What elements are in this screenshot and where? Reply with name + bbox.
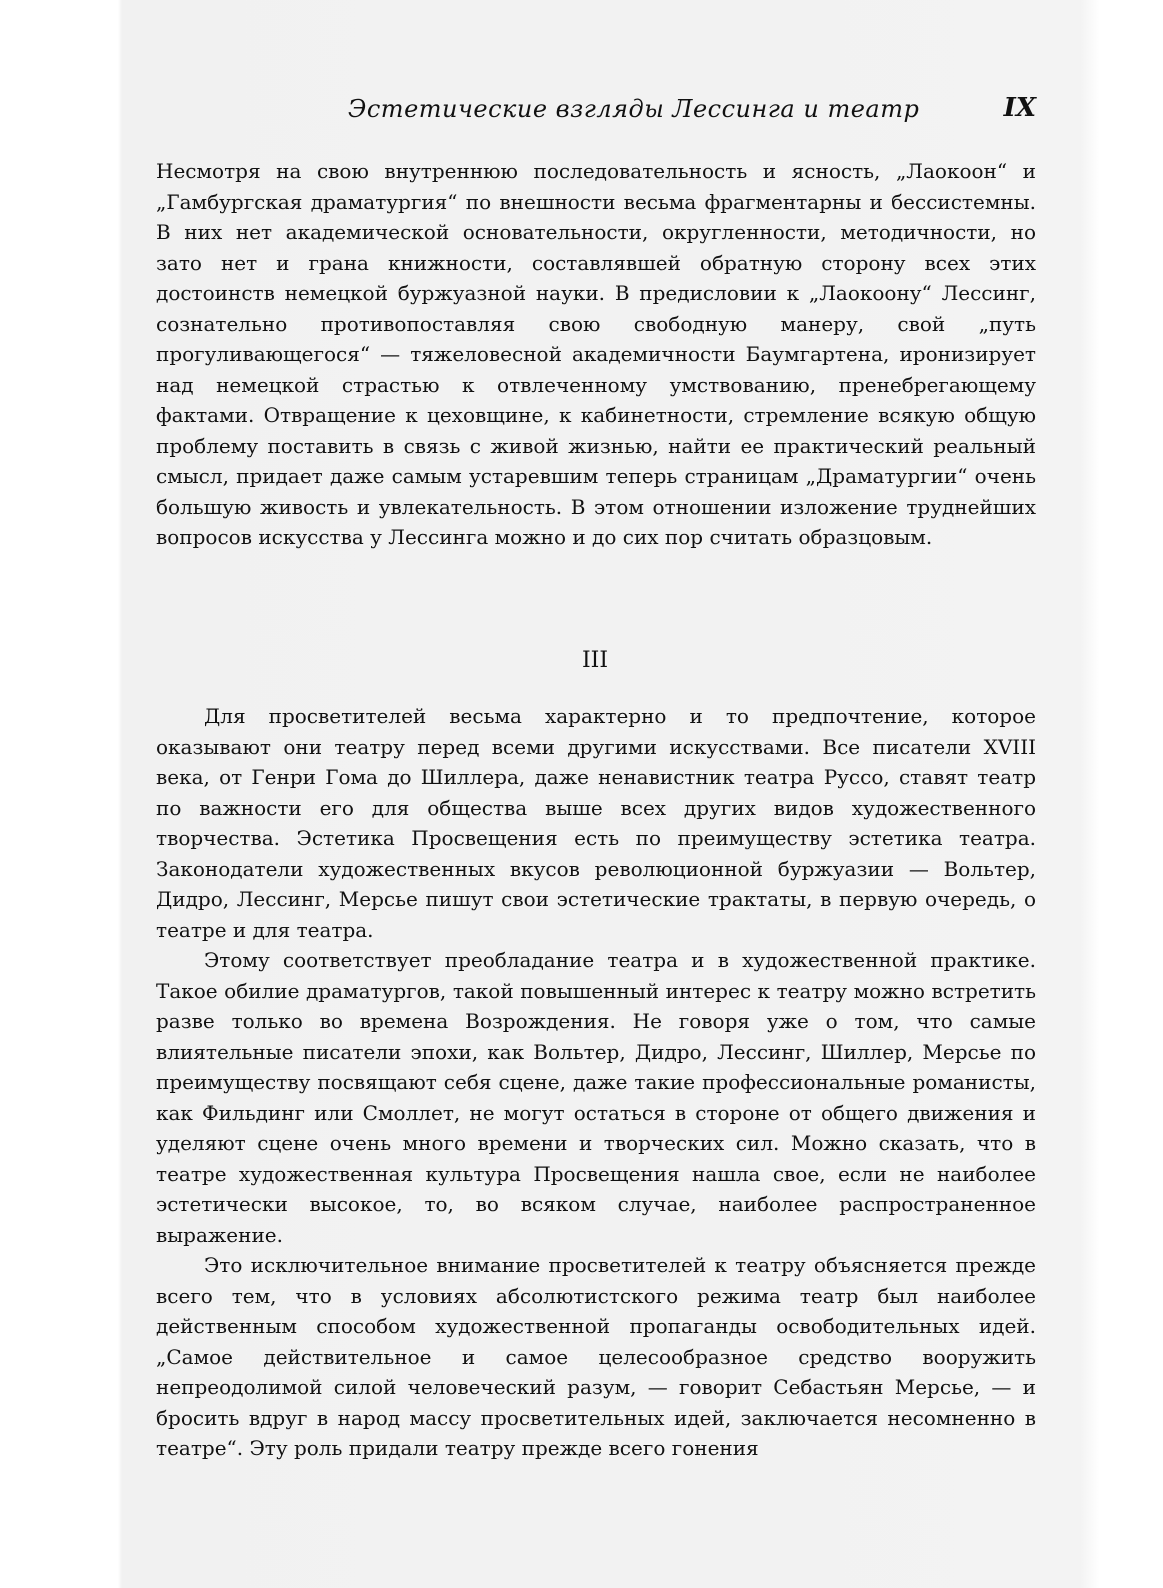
paragraph-enlightenment-theatre: Для просветителей весьма характерно и то предпочтение, которое оказывают они театру перед всеми другими искусствами. Все писатели XVIII века, от Генри Гома до Шиллера, даже ненавистник театра Руссо, ставят театр по важности его для общества выше всех других видов художественного творчества. Эстетика Просвещения есть по преимуществу эстетика театра. Законодатели художественных вкусов революционной буржуазии — Вольтер, Дидро, Лессинг, Мерсье пишут свои эстетические трактаты, в первую очередь, о театре и для театра. <box>156 704 1036 942</box>
paragraph-propaganda: Это исключительное внимание просветителей к театру объясняется прежде всего тем, что в условиях абсолютистского режима театр был наиболее действенным способом художественной пропаганды освободительных идей. „Самое действительное и самое целесообразное средство вооружить непреодолимой силой человеческий разум, — говорит Себастьян Мерсье, — и бросить вдруг в народ массу просветительных идей, заключается несомненно в театре“. Эту роль придали театру прежде всего гонения <box>156 1253 1036 1460</box>
text-block-2 <box>156 701 1036 1464</box>
paragraph-laocoon: Несмотря на свою внутреннюю последовательность и ясность, „Лаокоон“ и „Гамбургская драматургия“ по внешности весьма фрагментарны и бессистемны. В них нет академической основательности, округленности, методичности, но зато нет и грана книжности, составлявшей обратную сторону всех этих достоинств немецкой буржуазной науки. В предисловии к „Лаокоону“ Лессинг, сознательно противопоставляя свою свободную манеру, свой „путь прогуливающегося“ — тяжеловесной академичности Баумгартена, иронизирует над немецкой страстью к отвлеченному умствованию, пренебрегающему фактами. Отвращение к цеховщине, к кабинетности, стремление всякую общую проблему поставить в связь с живой жизнью, найти ее практический реальный смысл, придает даже самым устаревшим теперь страницам „Драматургии“ очень большую живость и увлекательность. В этом отношении изложение труднейших вопросов искусства у Лессинга можно и до сих пор считать образцовым. <box>156 159 1036 549</box>
text-block-1 <box>156 156 1036 553</box>
paragraph-dramatic-practice: Этому соответствует преобладание театра и в художественной практике. Такое обилие драматургов, такой повышенный интерес к театру можно встретить разве только во времена Возрождения. Не говоря уже о том, что самые влиятельные писатели эпохи, как Вольтер, Дидро, Лессинг, Шиллер, Мерсье по преимуществу посвящают себя сцене, даже такие профессиональные романисты, как Фильдинг или Смоллет, не могут остаться в стороне от общего движения и уделяют сцене очень много времени и творческих сил. Можно сказать, что в театре художественная культура Просвещения нашла свое, если не наиболее эстетически высокое, то, во всяком случае, наиболее распространенное выражение. <box>156 948 1036 1247</box>
section-heading: III <box>581 648 609 673</box>
page-header <box>156 95 1036 135</box>
page-number: IX <box>1003 93 1036 123</box>
running-title: Эстетические взгляды Лессинга и театр <box>348 95 920 123</box>
